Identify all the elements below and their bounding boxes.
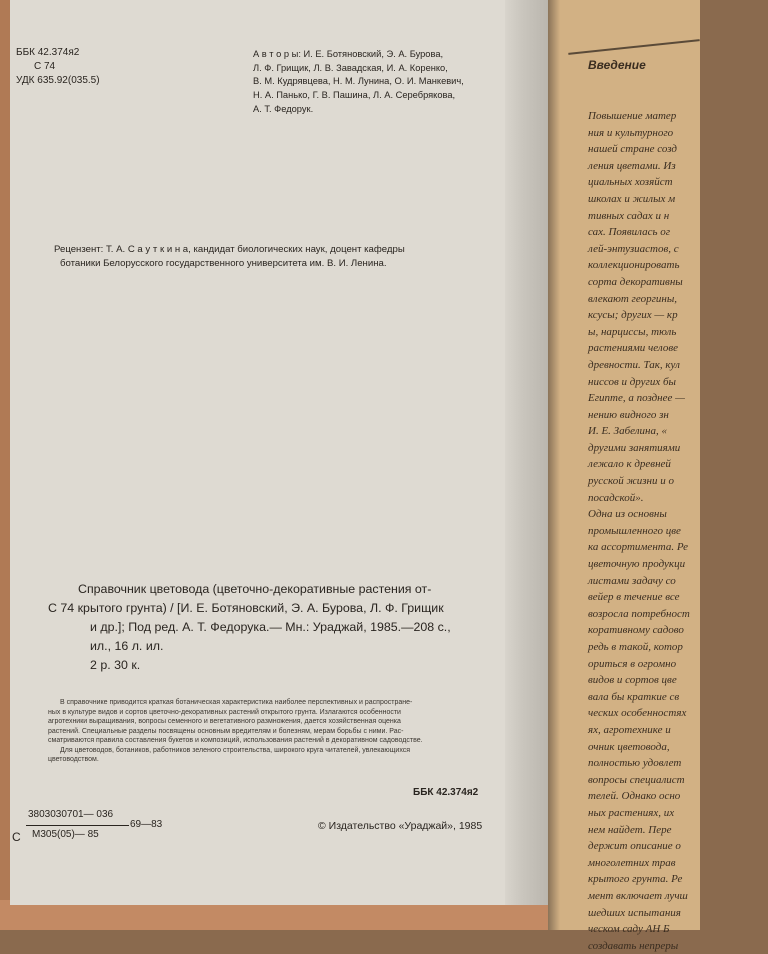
text-line: ориться в огромно xyxy=(588,657,677,670)
text-line: ка ассортимента. Ре xyxy=(588,541,689,554)
bbk-index-top: ББК 42.374я2 xyxy=(16,47,80,58)
section-heading: Введение xyxy=(588,58,646,72)
text-line: растениями челове xyxy=(588,342,678,355)
authors-line: Л. Ф. Грищик, Л. В. Завадская, И. А. Коренко, xyxy=(253,62,448,73)
annotation-line: цветоводством. xyxy=(48,756,99,763)
text-line: другими занятиями xyxy=(588,441,681,454)
text-line: нем найдет. Пере xyxy=(588,823,672,836)
bbk-index-bottom: ББК 42.374я2 xyxy=(413,787,479,798)
book-cover-edge xyxy=(0,0,10,930)
text-line: лей-энтузиастов, с xyxy=(588,242,679,255)
authors-line: А. Т. Федорук. xyxy=(253,103,314,114)
text-line: Повышение матер xyxy=(588,110,677,122)
text-line: сорта декоративны xyxy=(588,275,683,288)
annotation-line: В справочнике приводится краткая ботаническая характеристика наиболее перспективных и распростране- xyxy=(60,699,413,706)
text-line: Одна из основны xyxy=(588,508,667,521)
code-side: 69—83 xyxy=(130,819,163,830)
text-line: листами задачу со xyxy=(588,574,676,587)
text-line: ния и культурного xyxy=(588,126,674,139)
text-line: ных растениях, их xyxy=(588,806,675,819)
reviewer-line: Рецензент: Т. А. С а у т к и н а, кандидат биологических наук, доцент кафедры xyxy=(54,244,405,255)
bibliographic-description xyxy=(48,580,528,675)
heading-rule xyxy=(568,39,699,55)
text-line: промышленного цве xyxy=(588,524,681,537)
authors-list xyxy=(253,48,528,117)
text-line: вала бы краткие св xyxy=(588,690,680,703)
right-page xyxy=(548,0,700,952)
title-line: крытого грунта) / [И. Е. Ботяновский, Э. А. Бурова, Л. Ф. Грищик xyxy=(77,601,444,615)
title-line: и др.]; Под ред. А. Т. Федорука.— Мн.: Ураджай, 1985.—208 с., xyxy=(90,620,451,634)
annotation xyxy=(48,698,528,765)
text-line: вейер в течение все xyxy=(588,591,680,604)
text-line: лежало к древней xyxy=(588,458,671,471)
text-line: И. Е. Забелина, « xyxy=(588,425,668,438)
text-line: держит описание о xyxy=(588,840,681,853)
code-denominator: М305(05)— 85 xyxy=(32,829,99,840)
code-fraction-line xyxy=(26,825,129,826)
text-line: шедших испытания xyxy=(588,906,681,919)
text-line: коллекционировать xyxy=(588,259,680,272)
text-line: вопросы специалист xyxy=(588,773,685,786)
text-line: ях, агротехнике и xyxy=(588,723,671,736)
left-page xyxy=(10,0,522,905)
annotation-line: растений. Специальные разделы посвящены основным вредителям и болезням, мерам борьбы с ними. Рас- xyxy=(48,727,404,735)
text-line: школах и жилых м xyxy=(588,192,676,205)
annotation-line: ных в культуре видов и сортов цветочно-декоративных растений открытого грунта. Излагаются особенности xyxy=(48,708,401,716)
text-line: циальных хозяйст xyxy=(588,176,673,189)
text-line: телей. Однако осно xyxy=(588,790,681,803)
text-line: цветочную продукци xyxy=(588,558,686,571)
authors-line: А в т о р ы: И. Е. Ботяновский, Э. А. Бурова, xyxy=(253,49,444,59)
annotation-line: агротехники выращивания, вопросы семенного и вегетативного размножения, дается хозяйственная оценка xyxy=(48,718,401,725)
text-line: нению видного зн xyxy=(588,408,669,421)
text-line: очник цветовода, xyxy=(588,740,670,753)
text-line: коративному садово xyxy=(588,624,684,637)
text-line: создавать непреры xyxy=(588,939,679,952)
text-line: полностью удовлет xyxy=(588,757,682,770)
catalog-code: С 74 xyxy=(34,61,56,72)
title-line: Справочник цветовода (цветочно-декоративные растения от- xyxy=(78,582,432,596)
annotation-line: Для цветоводов, ботаников, работников зеленого строительства, широкого круга читателей, увлекающихся xyxy=(60,746,411,754)
authors-line: Н. А. Панько, Г. В. Пашина, Л. А. Серебрякова, xyxy=(253,90,456,101)
text-line: ческих особенностях xyxy=(588,707,687,720)
text-line: сах. Появилась ог xyxy=(588,226,671,239)
text-line: редь в такой, котор xyxy=(588,641,683,653)
code-numerator: 3803030701— 036 xyxy=(28,809,114,820)
text-line: ы, нарциссы, тюль xyxy=(588,325,677,338)
text-line: ксусы; других — кр xyxy=(588,309,678,322)
page-gutter xyxy=(505,0,550,905)
text-line: нашей стране созд xyxy=(588,143,677,156)
text-line: многолетних трав xyxy=(588,856,676,869)
text-line: ниссов и других бы xyxy=(588,375,676,388)
reviewer-note xyxy=(54,243,519,271)
title-line: ил., 16 л. ил. xyxy=(90,639,164,653)
text-line: ления цветами. Из xyxy=(588,159,676,172)
text-line: крытого грунта. Ре xyxy=(588,873,683,886)
title-catalog-code: С 74 xyxy=(48,601,75,615)
text-line: русской жизни и о xyxy=(588,475,674,488)
text-line: видов и сортов цве xyxy=(588,674,677,687)
text-line: Египте, а позднее — xyxy=(588,392,685,405)
text-line: мент включает лучш xyxy=(588,889,688,902)
text-line: влекают георгины, xyxy=(588,292,678,305)
copyright: © Издательство «Ураджай», 1985 xyxy=(318,820,483,832)
text-line: посадской». xyxy=(588,491,644,504)
text-line: древности. Так, кул xyxy=(588,358,680,371)
right-page-shadow xyxy=(548,0,560,930)
code-letter: С xyxy=(12,830,21,844)
text-line: возросла потребност xyxy=(588,607,690,620)
annotation-line: сматриваются правила составления букетов и композиций, использования растений в декоративном садоводстве. xyxy=(48,737,423,744)
introduction-text xyxy=(588,108,768,954)
udk-index: УДК 635.92(035.5) xyxy=(16,75,100,86)
text-line: тивных садах и н xyxy=(588,209,670,222)
authors-line: В. М. Кудрявцева, Н. М. Лунина, О. И. Манкевич, xyxy=(253,76,464,87)
reviewer-line: ботаники Белорусского государственного университета им. В. И. Ленина. xyxy=(60,258,387,269)
price: 2 р. 30 к. xyxy=(90,658,141,672)
text-line: ческом саду АН Б xyxy=(588,923,670,936)
